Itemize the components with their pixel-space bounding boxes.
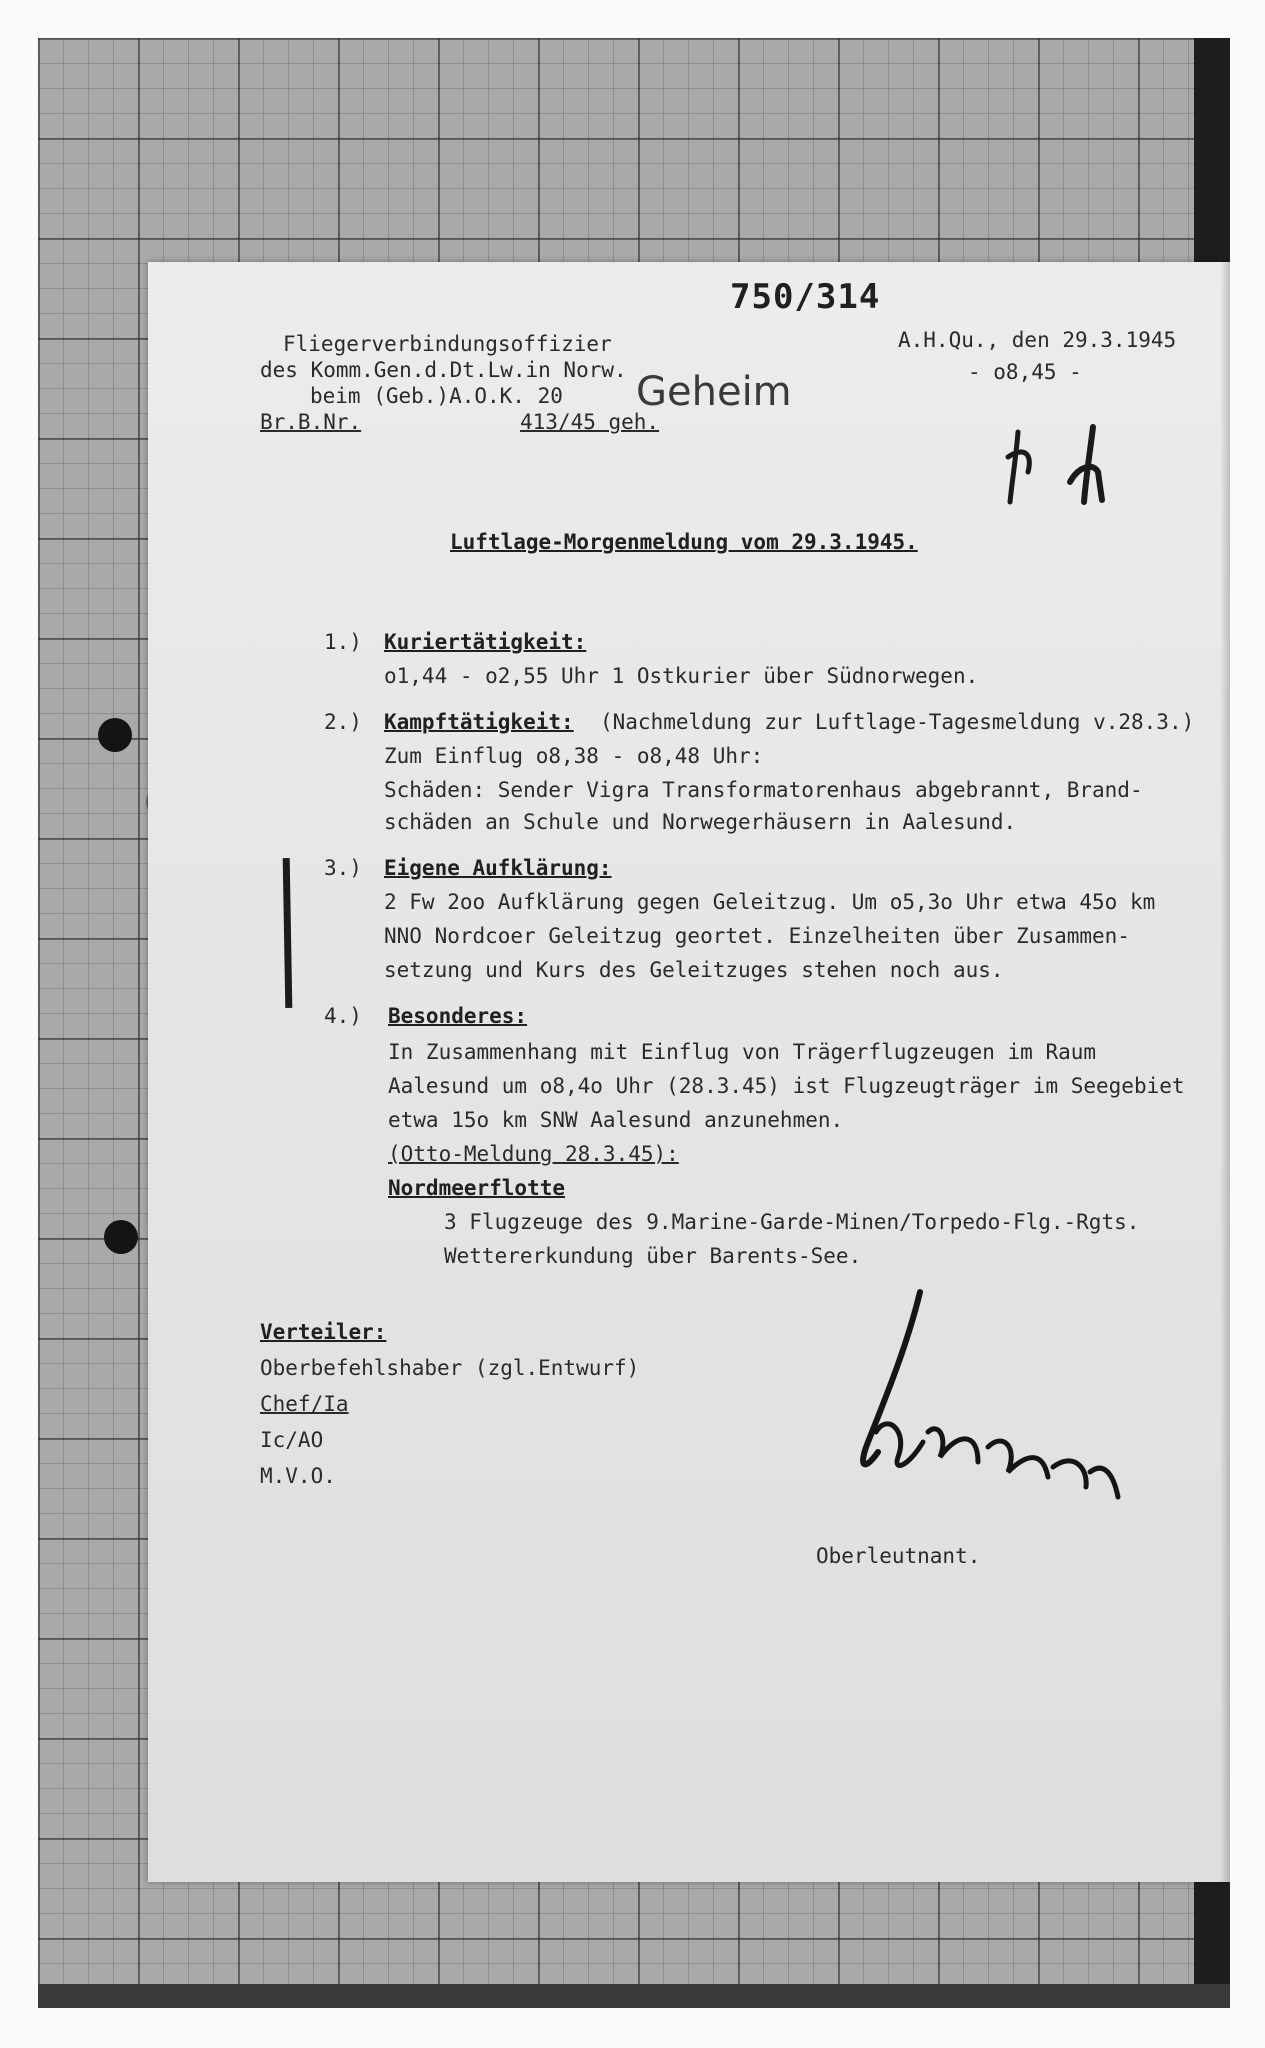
distribution-heading: Verteiler: xyxy=(260,1320,387,1344)
section-3-line: setzung und Kurs des Geleitzuges stehen noch aus. xyxy=(384,958,1004,982)
photographed-document xyxy=(38,38,1230,2008)
classification-stamp: Geheim xyxy=(636,369,792,415)
section-2-line: Schäden: Sender Vigra Transformatorenhaus abgebrannt, Brand- xyxy=(384,778,1143,802)
section-4-line: Aalesund um o8,4o Uhr (28.3.45) ist Flugzeugträger im Seegebiet xyxy=(388,1074,1185,1098)
sheet-shadow xyxy=(1220,262,1230,1882)
distribution-item: Ic/AO xyxy=(260,1428,324,1452)
section-2-line: Zum Einflug o8,38 - o8,48 Uhr: xyxy=(384,744,764,768)
section-3-line: NNO Nordcoer Geleitzug geortet. Einzelheiten über Zusammen- xyxy=(384,924,1130,948)
reference-number: 413/45 geh. xyxy=(520,410,660,434)
section-4-line: Nordmeerflotte xyxy=(388,1176,566,1200)
sender-line-2: des Komm.Gen.d.Dt.Lw.in Norw. xyxy=(260,358,627,382)
section-4-line: In Zusammenhang mit Einflug von Trägerflugzeugen im Raum xyxy=(388,1040,1097,1064)
section-4-line: Wettererkundung über Barents-See. xyxy=(444,1244,862,1268)
section-4-line: (Otto-Meldung 28.3.45): xyxy=(388,1142,679,1166)
distribution-item: Oberbefehlshaber (zgl.Entwurf) xyxy=(260,1356,640,1380)
margin-mark xyxy=(283,858,293,1008)
initials-mark xyxy=(998,412,1148,512)
distribution-item: Chef/Ia xyxy=(260,1392,349,1416)
section-3-number: 3.) xyxy=(324,856,362,880)
section-2-line: schäden an Schule und Norwegerhäusern in Aalesund. xyxy=(384,810,1017,834)
handwritten-signature xyxy=(828,1282,1168,1542)
report-time: - o8,45 - xyxy=(968,360,1082,384)
section-1-number: 1.) xyxy=(324,630,362,654)
sender-line-1: Fliegerverbindungsoffizier xyxy=(283,332,612,356)
sender-line-3: beim (Geb.)A.O.K. 20 xyxy=(310,384,563,408)
section-4-line: 3 Flugzeuge des 9.Marine-Garde-Minen/Torpedo-Flg.-Rgts. xyxy=(444,1210,1140,1234)
distribution-item: M.V.O. xyxy=(260,1464,336,1488)
section-2-heading: Kampftätigkeit: xyxy=(384,710,574,734)
section-3-line: 2 Fw 2oo Aufklärung gegen Geleitzug. Um o5,3o Uhr etwa 45o km xyxy=(384,890,1156,914)
section-1-line: o1,44 - o2,55 Uhr 1 Ostkurier über Südnorwegen. xyxy=(384,664,979,688)
punch-hole xyxy=(98,718,132,752)
section-4-number: 4.) xyxy=(324,1004,362,1028)
reference-label: Br.B.Nr. xyxy=(260,410,362,434)
section-4-heading: Besonderes: xyxy=(388,1004,528,1028)
file-number: 750/314 xyxy=(730,277,881,317)
section-1-heading: Kuriertätigkeit: xyxy=(384,630,587,654)
document-sheet xyxy=(148,262,1230,1882)
signature-rank: Oberleutnant. xyxy=(816,1544,981,1568)
place-and-date: A.H.Qu., den 29.3.1945 xyxy=(898,328,1177,352)
section-2-heading-suffix: (Nachmeldung zur Luftlage-Tagesmeldung v.28.3.) xyxy=(600,710,1195,734)
section-3-heading: Eigene Aufklärung: xyxy=(384,856,612,880)
section-2-number: 2.) xyxy=(324,710,362,734)
section-4-line: etwa 15o km SNW Aalesund anzunehmen. xyxy=(388,1108,844,1132)
film-edge-bottom xyxy=(38,1984,1230,2008)
punch-hole xyxy=(104,1220,138,1254)
report-title: Luftlage-Morgenmeldung vom 29.3.1945. xyxy=(450,530,918,554)
